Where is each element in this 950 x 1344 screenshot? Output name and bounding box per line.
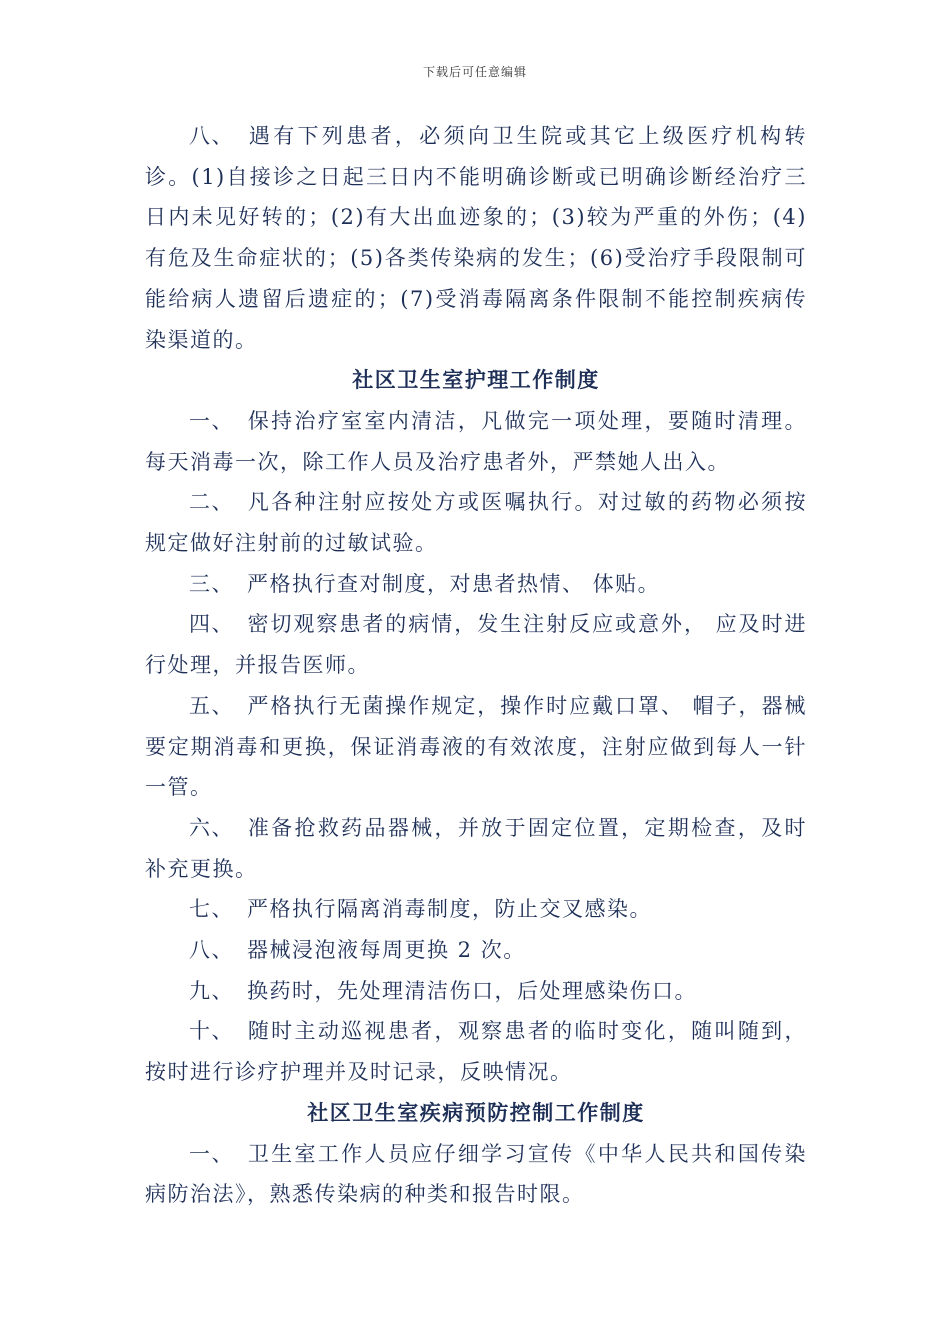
list-item <box>145 889 807 930</box>
list-item <box>145 930 807 971</box>
item-text: 凡各种注射应按处方或医嘱执行。对过敏的药物必须按规定做好注射前的过敏试验。 <box>145 490 807 556</box>
item-text: 换药时，先处理清洁伤口，后处理感染伤口。 <box>247 978 697 1003</box>
item-text: 保持治疗室室内清洁，凡做完一项处理，要随时清理。每天消毒一次，除工作人员及治疗患者外，严禁她人出入。 <box>145 408 807 474</box>
item-text: 器械浸泡液每周更换 2 次。 <box>247 938 526 963</box>
item-number: 一、 <box>189 408 234 433</box>
item-number: 十、 <box>189 1019 234 1044</box>
list-item <box>145 971 807 1012</box>
section-title: 社区卫生室护理工作制度 <box>352 367 600 393</box>
item-text: 随时主动巡视患者，观察患者的临时变化，随叫随到，按时进行诊疗护理并及时记录，反映情况。 <box>145 1019 807 1085</box>
item-number: 六、 <box>189 815 234 840</box>
section-title: 社区卫生室疾病预防控制工作制度 <box>307 1099 645 1125</box>
item-number: 三、 <box>189 571 234 596</box>
list-item <box>145 564 807 605</box>
item-text: 卫生室工作人员应仔细学习宣传《中华人民共和国传染病防治法》，熟悉传染病的种类和报告时限。 <box>145 1141 807 1207</box>
list-item <box>145 482 807 563</box>
item-number: 八、 <box>189 938 234 963</box>
item-number: 五、 <box>189 693 234 718</box>
item-text: 严格执行查对制度，对患者热情、 体贴。 <box>247 571 661 596</box>
list-item <box>145 1011 807 1092</box>
item-text: 严格执行无菌操作规定，操作时应戴口罩、 帽子，器械要定期消毒和更换，保证消毒液的有效浓度，注射应做到每人一针一管。 <box>145 693 807 800</box>
item-number: 八、 <box>189 124 234 148</box>
item-number: 九、 <box>189 978 234 1003</box>
item-text: 遇有下列患者，必须向卫生院或其它上级医疗机构转诊。(1)自接诊之日起三日内不能明确诊断或已明确诊断经治疗三日内未见好转的；(2)有大出血迹象的；(3)较为严重的外伤；(4)有危及生命症状的；(5)各类传染病的发生；(6)受治疗手段限制可能给病人遗留后遗症的；(7)受消毒隔离条件限制不能控制疾病传染渠道的。 <box>145 124 807 352</box>
header-note: 下载后可任意编辑 <box>422 65 527 79</box>
item-number: 四、 <box>189 612 234 637</box>
list-item <box>145 1134 807 1215</box>
list-item <box>145 604 807 685</box>
item-text: 严格执行隔离消毒制度，防止交叉感染。 <box>247 897 652 922</box>
item-number: 二、 <box>189 490 234 515</box>
item-number: 一、 <box>189 1141 234 1166</box>
item-text: 准备抢救药品器械，并放于固定位置，定期检查，及时补充更换。 <box>145 815 807 881</box>
intro-paragraph <box>145 116 807 360</box>
list-item <box>145 686 807 808</box>
item-number: 七、 <box>189 897 234 922</box>
list-item <box>145 808 807 889</box>
list-item <box>145 401 807 482</box>
item-text: 密切观察患者的病情，发生注射反应或意外， 应及时进行处理，并报告医师。 <box>145 612 807 678</box>
document-body <box>145 116 807 1215</box>
